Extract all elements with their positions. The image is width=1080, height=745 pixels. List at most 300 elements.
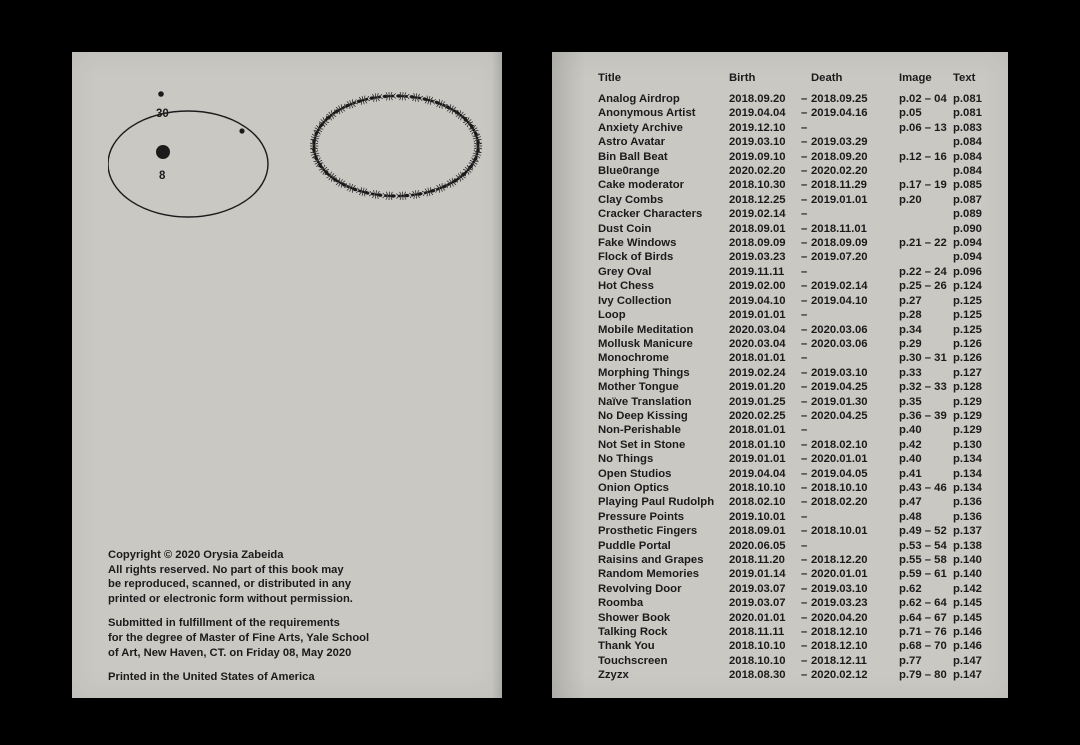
index-row — [598, 366, 993, 380]
image-page-ref: p.71 – 76 — [899, 626, 947, 639]
date-dash: – — [801, 582, 808, 595]
work-title: Talking Rock — [598, 626, 668, 639]
image-page-ref: p.12 – 16 — [899, 150, 947, 163]
date-dash: – — [801, 554, 808, 566]
date-dash: – — [801, 395, 808, 408]
image-page-ref: p.55 – 58 — [899, 554, 947, 566]
ant-icon — [396, 92, 410, 101]
work-death-date: 2020.01.01 — [811, 568, 868, 581]
work-death-date — [811, 539, 899, 553]
work-title: Prosthetic Fingers — [598, 525, 698, 538]
date-dash: – — [801, 539, 808, 552]
work-title: Anonymous Artist — [598, 107, 696, 120]
index-row — [598, 236, 993, 250]
work-title: Naïve Translation — [598, 395, 692, 408]
text-page-ref: p.145 — [953, 597, 982, 610]
index-row — [598, 222, 993, 236]
image-page-ref: p.47 — [899, 496, 922, 509]
work-birth-date: 2019.02.00 — [729, 280, 786, 293]
work-birth-date: 2019.03.23 — [729, 251, 786, 264]
work-death-date: 2019.04.16 — [811, 107, 868, 120]
image-page-ref: p.49 – 52 — [899, 525, 947, 538]
header-title: Title — [598, 72, 622, 84]
date-dash: – — [801, 510, 808, 523]
work-death-date: 2018.12.10 — [811, 626, 868, 639]
ant-icon — [382, 92, 396, 101]
index-row — [598, 323, 993, 337]
text-page-ref: p.096 — [953, 265, 982, 278]
date-dash: – — [801, 525, 808, 538]
work-death-date: 2018.10.10 — [811, 481, 868, 494]
text-page-ref: p.126 — [953, 352, 982, 365]
index-row — [598, 596, 993, 610]
image-page-ref: p.40 — [899, 453, 922, 466]
work-death-date: 2019.07.20 — [811, 251, 868, 264]
work-title: Astro Avatar — [598, 136, 665, 149]
text-page-ref: p.127 — [953, 366, 982, 379]
text-page-ref: p.128 — [953, 381, 982, 394]
large-dot — [156, 145, 170, 159]
work-death-date: 2020.02.12 — [811, 669, 868, 682]
date-dash: – — [801, 424, 808, 437]
rights-line: All rights reserved. No part of this book may — [108, 563, 344, 576]
work-title: Analog Airdrop — [598, 93, 680, 105]
text-page-ref: p.136 — [953, 496, 982, 509]
image-page-ref: p.25 – 26 — [899, 280, 947, 293]
work-birth-date: 2019.01.14 — [729, 568, 786, 581]
work-title: Blue0range — [598, 165, 660, 178]
work-birth-date: 2018.09.20 — [729, 93, 786, 105]
right-book-page — [552, 52, 1008, 698]
date-dash: – — [801, 265, 808, 278]
date-dash: – — [801, 611, 808, 624]
work-title: Random Memories — [598, 568, 700, 581]
image-page-ref: p.53 – 54 — [899, 539, 947, 552]
text-page-ref: p.081 — [953, 93, 982, 105]
work-death-date: 2020.02.20 — [811, 165, 868, 178]
work-death-date: 2018.12.11 — [811, 654, 867, 667]
submission-line: for the degree of Master of Fine Arts, Yale School — [108, 631, 370, 644]
work-birth-date: 2019.03.07 — [729, 582, 786, 595]
work-title: Zzyzx — [598, 669, 629, 682]
image-page-ref: p.27 — [899, 294, 922, 307]
work-birth-date: 2019.04.10 — [729, 294, 786, 307]
image-page-ref — [899, 135, 953, 149]
date-dash: – — [801, 150, 808, 163]
work-birth-date: 2020.03.04 — [729, 337, 786, 350]
header-image: Image — [899, 72, 932, 84]
work-title: Pressure Points — [598, 510, 685, 523]
date-dash: – — [801, 481, 808, 494]
work-title: Fake Windows — [598, 237, 677, 250]
text-page-ref: p.134 — [953, 481, 982, 494]
printed-note: Printed in the United States of America — [108, 671, 315, 684]
text-page-ref: p.145 — [953, 611, 982, 624]
ant-icon — [421, 94, 436, 106]
text-page-ref: p.137 — [953, 525, 982, 538]
text-page-ref: p.146 — [953, 626, 982, 639]
index-row — [598, 337, 993, 351]
text-page-ref: p.142 — [953, 582, 982, 595]
index-row — [598, 395, 993, 409]
date-dash: – — [801, 280, 808, 293]
work-death-date — [811, 308, 899, 322]
index-row — [598, 409, 993, 423]
work-birth-date: 2019.03.07 — [729, 597, 786, 610]
text-page-ref: p.085 — [953, 179, 982, 192]
work-death-date: 2018.02.20 — [811, 496, 868, 509]
index-row — [598, 639, 993, 653]
index-row — [598, 553, 993, 567]
work-title: Morphing Things — [598, 366, 690, 379]
left-book-page — [72, 52, 502, 698]
work-title: Onion Optics — [598, 481, 669, 494]
index-row — [598, 539, 993, 553]
works-index-table — [598, 70, 993, 683]
work-birth-date: 2019.01.20 — [729, 381, 786, 394]
image-page-ref: p.62 — [899, 582, 922, 595]
submission-line: Submitted in fulfillment of the requirements — [108, 617, 340, 630]
work-title: Raisins and Grapes — [598, 554, 704, 566]
work-birth-date: 2018.09.01 — [729, 525, 786, 538]
work-title: Mobile Meditation — [598, 323, 694, 336]
date-dash: – — [801, 669, 808, 682]
work-title: Shower Book — [598, 611, 671, 624]
work-death-date: 2018.10.01 — [811, 525, 868, 538]
index-row — [598, 193, 993, 207]
work-birth-date: 2019.12.10 — [729, 121, 786, 134]
text-page-ref: p.129 — [953, 424, 982, 437]
submission-block — [108, 616, 398, 660]
work-birth-date: 2019.09.10 — [729, 150, 786, 163]
image-page-ref: p.33 — [899, 366, 922, 379]
work-death-date: 2019.04.10 — [811, 294, 868, 307]
work-death-date: 2018.11.29 — [811, 179, 867, 192]
work-title: Cake moderator — [598, 179, 685, 192]
work-death-date: 2019.03.10 — [811, 582, 868, 595]
date-dash: – — [801, 193, 808, 206]
work-title: Revolving Door — [598, 582, 682, 595]
image-page-ref: p.43 – 46 — [899, 481, 947, 494]
index-body — [598, 92, 993, 683]
ant-ring-illustration — [310, 88, 490, 208]
index-row — [598, 452, 993, 466]
text-page-ref: p.129 — [953, 409, 982, 422]
work-death-date: 2020.01.01 — [811, 453, 868, 466]
text-page-ref: p.084 — [953, 150, 982, 163]
text-page-ref: p.136 — [953, 510, 982, 523]
work-title: Playing Paul Rudolph — [598, 496, 715, 509]
work-title: Touchscreen — [598, 654, 668, 667]
work-birth-date: 2020.01.01 — [729, 611, 786, 624]
copyright-line: Copyright © 2020 Orysia Zabeida — [108, 549, 284, 561]
ant-icon — [433, 182, 448, 195]
work-birth-date: 2019.02.24 — [729, 366, 786, 379]
index-row — [598, 294, 993, 308]
header-text: Text — [953, 72, 976, 84]
index-row — [598, 250, 993, 264]
text-page-ref: p.087 — [953, 193, 982, 206]
work-death-date: 2018.12.20 — [811, 554, 868, 566]
image-page-ref: p.62 – 64 — [899, 597, 947, 610]
image-page-ref — [899, 164, 953, 178]
work-title: No Things — [598, 453, 654, 466]
work-death-date: 2019.04.25 — [811, 381, 868, 394]
text-page-ref: p.083 — [953, 121, 982, 134]
ant-icon — [369, 189, 383, 199]
work-death-date: 2019.01.30 — [811, 395, 868, 408]
date-dash: – — [801, 294, 808, 307]
work-birth-date: 2018.12.25 — [729, 193, 786, 206]
work-birth-date: 2019.01.01 — [729, 309, 786, 322]
index-row — [598, 178, 993, 192]
image-page-ref: p.05 — [899, 107, 922, 120]
ant-icon — [396, 191, 410, 200]
work-death-date — [811, 121, 899, 135]
index-row — [598, 495, 993, 509]
work-birth-date: 2019.03.10 — [729, 136, 786, 149]
work-title: Hot Chess — [598, 280, 654, 293]
date-dash: – — [801, 597, 808, 610]
work-death-date — [811, 510, 899, 524]
work-birth-date: 2018.10.10 — [729, 481, 786, 494]
work-title: Non-Perishable — [598, 424, 681, 437]
text-page-ref: p.129 — [953, 395, 982, 408]
index-row — [598, 510, 993, 524]
work-title: Clay Combs — [598, 193, 664, 206]
work-death-date: 2018.09.25 — [811, 93, 868, 105]
date-dash: – — [801, 309, 808, 322]
text-page-ref: p.134 — [953, 467, 982, 480]
ant-icon — [344, 98, 359, 111]
image-page-ref: p.41 — [899, 467, 922, 480]
image-page-ref: p.02 – 04 — [899, 93, 947, 105]
text-page-ref: p.146 — [953, 640, 982, 653]
diagram-label-8: 8 — [159, 170, 166, 182]
date-dash: – — [801, 208, 808, 221]
text-page-ref: p.138 — [953, 539, 982, 552]
ant-group — [310, 92, 483, 201]
header-birth: Birth — [729, 72, 756, 84]
image-page-ref: p.35 — [899, 395, 922, 408]
text-page-ref: p.084 — [953, 165, 982, 178]
index-row — [598, 625, 993, 639]
image-page-ref: p.77 — [899, 654, 922, 667]
work-birth-date: 2020.02.20 — [729, 165, 786, 178]
work-birth-date: 2020.02.25 — [729, 409, 786, 422]
index-row — [598, 164, 993, 178]
work-birth-date: 2019.01.01 — [729, 453, 786, 466]
work-death-date: 2019.04.05 — [811, 467, 868, 480]
work-title: Ivy Collection — [598, 294, 672, 307]
work-title: Thank You — [598, 640, 655, 653]
work-death-date: 2020.03.06 — [811, 323, 868, 336]
image-page-ref: p.17 – 19 — [899, 179, 947, 192]
date-dash: – — [801, 337, 808, 350]
index-row — [598, 654, 993, 668]
index-row — [598, 423, 993, 437]
date-dash: – — [801, 107, 808, 120]
index-row — [598, 467, 993, 481]
text-page-ref: p.147 — [953, 654, 982, 667]
work-title: Monochrome — [598, 352, 669, 365]
image-page-ref: p.28 — [899, 309, 922, 322]
orbit-diagram — [108, 88, 278, 223]
date-dash: – — [801, 165, 808, 178]
image-page-ref — [899, 207, 953, 221]
image-page-ref: p.06 – 13 — [899, 121, 947, 134]
image-page-ref: p.42 — [899, 438, 922, 451]
work-birth-date: 2018.08.30 — [729, 669, 786, 682]
text-page-ref: p.134 — [953, 453, 982, 466]
work-death-date — [811, 265, 899, 279]
work-title: Roomba — [598, 597, 644, 610]
work-birth-date: 2019.11.11 — [729, 265, 785, 278]
date-dash: – — [801, 626, 808, 639]
date-dash: – — [801, 251, 808, 264]
index-row — [598, 611, 993, 625]
image-page-ref: p.59 – 61 — [899, 568, 947, 581]
image-page-ref: p.21 – 22 — [899, 237, 947, 250]
text-page-ref: p.084 — [953, 136, 982, 149]
image-page-ref: p.20 — [899, 193, 922, 206]
work-title: Not Set in Stone — [598, 438, 686, 451]
text-page-ref: p.089 — [953, 208, 982, 221]
text-page-ref: p.094 — [953, 237, 982, 250]
image-page-ref: p.34 — [899, 323, 922, 336]
date-dash: – — [801, 496, 808, 509]
date-dash: – — [801, 323, 808, 336]
date-dash: – — [801, 222, 808, 235]
date-dash: – — [801, 640, 808, 653]
date-dash: – — [801, 237, 808, 250]
work-death-date: 2019.03.23 — [811, 597, 868, 610]
date-dash: – — [801, 409, 808, 422]
image-page-ref: p.22 – 24 — [899, 265, 947, 278]
small-dot-top — [158, 91, 164, 97]
orbit-ellipse — [108, 111, 268, 217]
text-page-ref: p.130 — [953, 438, 982, 451]
index-row — [598, 567, 993, 581]
work-death-date: 2018.11.01 — [811, 222, 867, 235]
index-row — [598, 438, 993, 452]
work-birth-date: 2018.10.10 — [729, 640, 786, 653]
work-birth-date: 2018.10.10 — [729, 654, 786, 667]
image-page-ref: p.36 – 39 — [899, 409, 947, 422]
text-page-ref: p.125 — [953, 323, 982, 336]
index-row — [598, 150, 993, 164]
work-death-date: 2019.03.10 — [811, 366, 868, 379]
work-title: Mother Tongue — [598, 381, 679, 394]
ant-icon — [382, 191, 396, 200]
image-page-ref: p.40 — [899, 424, 922, 437]
work-birth-date: 2018.01.01 — [729, 352, 786, 365]
work-title: Loop — [598, 309, 626, 322]
text-page-ref: p.090 — [953, 222, 982, 235]
date-dash: – — [801, 654, 808, 667]
index-row — [598, 524, 993, 538]
work-birth-date: 2019.04.04 — [729, 107, 786, 120]
image-page-ref: p.79 – 80 — [899, 669, 947, 682]
work-death-date: 2019.02.14 — [811, 280, 868, 293]
date-dash: – — [801, 568, 808, 581]
image-page-ref: p.64 – 67 — [899, 611, 947, 624]
date-dash: – — [801, 179, 808, 192]
index-row — [598, 380, 993, 394]
work-title: Dust Coin — [598, 222, 652, 235]
text-page-ref: p.147 — [953, 669, 982, 682]
date-dash: – — [801, 381, 808, 394]
index-row — [598, 279, 993, 293]
image-page-ref — [899, 222, 953, 236]
image-page-ref: p.68 – 70 — [899, 640, 947, 653]
work-death-date: 2019.01.01 — [811, 193, 868, 206]
date-dash: – — [801, 121, 808, 134]
text-page-ref: p.124 — [953, 280, 982, 293]
submission-line: of Art, New Haven, CT. on Friday 08, May 2020 — [108, 646, 352, 659]
work-death-date — [811, 351, 899, 365]
image-page-ref: p.32 – 33 — [899, 381, 947, 394]
work-birth-date: 2018.01.01 — [729, 424, 786, 437]
ant-icon — [409, 189, 423, 199]
date-dash: – — [801, 93, 808, 105]
work-birth-date: 2018.11.20 — [729, 554, 785, 566]
index-row — [598, 207, 993, 221]
work-death-date: 2018.02.10 — [811, 438, 868, 451]
copyright-block — [108, 548, 398, 606]
header-death: Death — [811, 72, 843, 84]
rights-line: be reproduced, scanned, or distributed in any — [108, 578, 352, 591]
ant-icon — [369, 92, 383, 102]
work-title: Mollusk Manicure — [598, 337, 693, 350]
work-title: Grey Oval — [598, 265, 652, 278]
header-spacer — [801, 70, 811, 92]
work-death-date: 2020.04.20 — [811, 611, 868, 624]
work-birth-date: 2018.09.09 — [729, 237, 786, 250]
ant-icon — [409, 92, 423, 102]
index-row — [598, 106, 993, 120]
index-row — [598, 265, 993, 279]
index-row — [598, 308, 993, 322]
work-birth-date: 2019.10.01 — [729, 510, 786, 523]
colophon — [108, 548, 398, 695]
image-page-ref — [899, 250, 953, 264]
text-page-ref: p.126 — [953, 337, 982, 350]
date-dash: – — [801, 453, 808, 466]
work-title: Puddle Portal — [598, 539, 671, 552]
work-birth-date: 2018.01.10 — [729, 438, 786, 451]
date-dash: – — [801, 438, 808, 451]
date-dash: – — [801, 467, 808, 480]
work-death-date: 2020.03.06 — [811, 337, 868, 350]
work-title: Bin Ball Beat — [598, 150, 668, 163]
work-birth-date: 2019.01.25 — [729, 395, 786, 408]
work-death-date: 2018.09.20 — [811, 150, 868, 163]
text-page-ref: p.125 — [953, 309, 982, 322]
work-birth-date: 2019.02.14 — [729, 208, 786, 221]
work-birth-date: 2020.06.05 — [729, 539, 786, 552]
work-death-date: 2018.09.09 — [811, 237, 868, 250]
work-death-date: 2018.12.10 — [811, 640, 868, 653]
image-page-ref: p.29 — [899, 337, 922, 350]
text-page-ref: p.140 — [953, 554, 982, 566]
work-title: Anxiety Archive — [598, 121, 683, 134]
text-page-ref: p.125 — [953, 294, 982, 307]
work-birth-date: 2018.02.10 — [729, 496, 786, 509]
work-birth-date: 2020.03.04 — [729, 323, 786, 336]
work-death-date — [811, 207, 899, 221]
index-header-row — [598, 70, 993, 92]
